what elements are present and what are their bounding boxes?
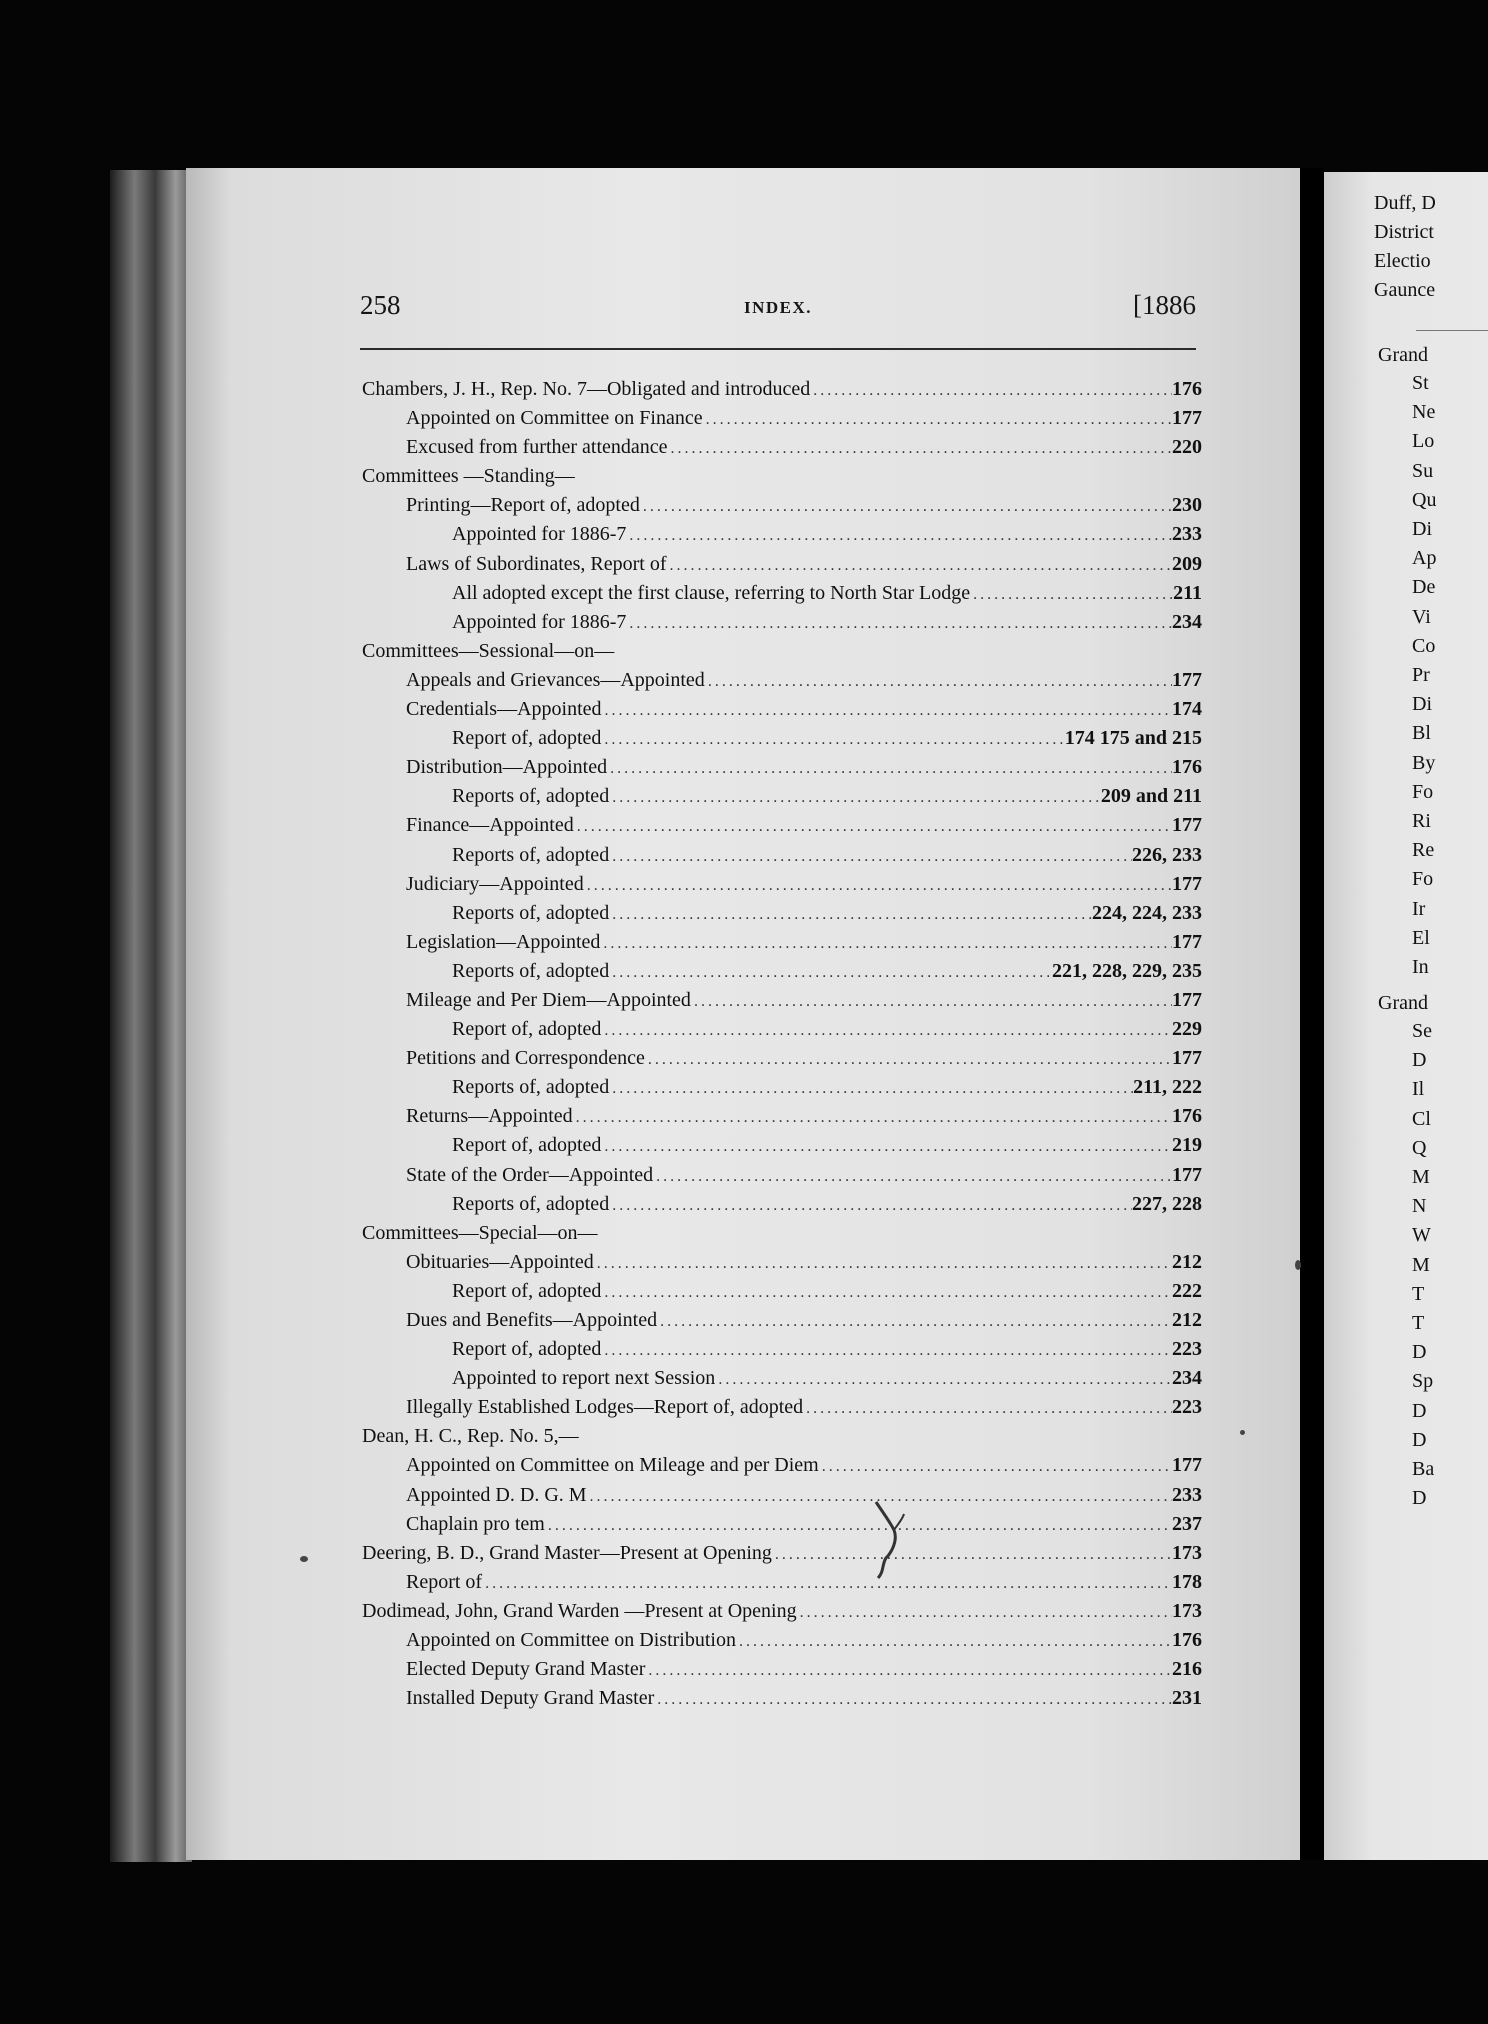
dot-leader	[609, 1197, 1132, 1215]
index-entry-pages: 237	[1172, 1512, 1202, 1535]
header-rule	[360, 348, 1196, 350]
dot-leader	[594, 1255, 1172, 1273]
index-entry-text: Appointed to report next Session	[452, 1367, 716, 1390]
right-page-fragment: Su	[1412, 459, 1434, 482]
dot-leader	[703, 411, 1172, 429]
right-page-fragment: N	[1412, 1195, 1427, 1218]
index-entry-text: Returns—Appointed	[406, 1105, 573, 1128]
right-page-fragment: Re	[1412, 839, 1435, 862]
index-entry	[362, 844, 1202, 873]
index-entry	[362, 873, 1202, 902]
index-entry-pages: 176	[1172, 1629, 1202, 1652]
dot-leader	[772, 1546, 1172, 1564]
ink-speck	[300, 1556, 308, 1562]
dot-leader	[626, 615, 1172, 633]
right-page-fragment: M	[1412, 1253, 1430, 1276]
index-entry	[362, 785, 1202, 814]
index-entry	[362, 582, 1202, 611]
right-page-fragment: W	[1412, 1224, 1431, 1247]
index-entry-pages: 230	[1172, 494, 1202, 517]
index-entry-text: Appointed on Committee on Finance	[406, 407, 703, 430]
page-number: 258	[360, 290, 401, 320]
right-page-fragment: El	[1412, 926, 1430, 949]
index-entry	[362, 1222, 1202, 1251]
index-entry	[362, 1105, 1202, 1134]
index-entry-text: Dodimead, John, Grand Warden —Present at Opening	[362, 1599, 797, 1622]
index-entry-pages: 177	[1172, 872, 1202, 895]
index-entry-pages: 224, 224, 233	[1092, 901, 1202, 924]
right-page-fragment: Ne	[1412, 401, 1436, 424]
dot-leader	[668, 440, 1172, 458]
index-entry	[362, 1513, 1202, 1542]
index-entry-pages: 173	[1172, 1599, 1202, 1622]
index-entry	[362, 436, 1202, 465]
right-page-fragment: Electio	[1374, 250, 1431, 272]
index-entry	[362, 407, 1202, 436]
index-entry-pages: 178	[1172, 1570, 1202, 1593]
right-page-fragment: Q	[1412, 1136, 1427, 1159]
right-page-fragment: Vi	[1412, 605, 1431, 628]
index-entry-pages: 209 and 211	[1100, 785, 1202, 808]
right-page-fragment: Sp	[1412, 1370, 1434, 1393]
index-entry-text: Reports of, adopted	[452, 843, 610, 866]
index-entry-pages: 234	[1172, 610, 1202, 633]
dot-leader	[600, 935, 1172, 953]
index-entry	[362, 727, 1202, 756]
right-page-fragment: Ir	[1412, 897, 1426, 920]
book-page-edges	[110, 170, 192, 1862]
dot-leader	[601, 1022, 1172, 1040]
right-page-fragment: St	[1412, 372, 1429, 394]
index-entry-text: Appointed on Committee on Distribution	[406, 1629, 736, 1652]
index-entry	[362, 1338, 1202, 1367]
index-entry	[362, 1367, 1202, 1396]
right-page-fragment: Duff, D	[1374, 192, 1436, 214]
index-entry-pages: 174	[1172, 698, 1202, 721]
index-entry	[362, 494, 1202, 523]
index-entry-pages: 223	[1172, 1396, 1202, 1419]
dot-leader	[645, 1051, 1172, 1069]
dot-leader	[574, 818, 1172, 836]
index-entry	[362, 1134, 1202, 1163]
right-page-fragment: Gaunce	[1374, 279, 1436, 301]
index-entry	[362, 931, 1202, 960]
index-entry-pages: 177	[1172, 407, 1202, 430]
dot-leader	[545, 1517, 1172, 1535]
dot-leader	[803, 1400, 1172, 1418]
index-entry	[362, 1280, 1202, 1309]
right-page-fragment: D	[1412, 1399, 1427, 1422]
dot-leader	[691, 993, 1172, 1011]
index-entry	[362, 1396, 1202, 1425]
right-page-fragment: De	[1412, 576, 1436, 599]
index-entry-text: Excused from further attendance	[406, 436, 668, 459]
right-page-fragment: D	[1412, 1487, 1427, 1510]
right-page-fragment: D	[1412, 1428, 1427, 1451]
index-entry-pages: 221, 228, 229, 235	[1052, 959, 1202, 982]
page-header	[360, 290, 1196, 330]
index-entry-text: Dean, H. C., Rep. No. 5,—	[362, 1425, 579, 1448]
index-entry-text: Judiciary—Appointed	[406, 872, 584, 895]
index-entry-pages: 176	[1172, 1105, 1202, 1128]
index-entry	[362, 465, 1202, 494]
dot-leader	[797, 1604, 1172, 1622]
index-entry-pages: 176	[1172, 756, 1202, 779]
index-entry	[362, 1425, 1202, 1454]
dot-leader	[601, 1284, 1172, 1302]
index-entry-pages: 223	[1172, 1338, 1202, 1361]
index-entry-text: Reports of, adopted	[452, 785, 610, 808]
index-entry-pages: 212	[1172, 1309, 1202, 1331]
index-entry-pages: 174 175 and 215	[1064, 727, 1202, 750]
index-entry-pages: 173	[1172, 1541, 1202, 1564]
index-entry	[362, 1047, 1202, 1076]
index-entry	[362, 1571, 1202, 1600]
dot-leader	[810, 382, 1172, 400]
index-entry-pages: 227, 228	[1132, 1192, 1202, 1215]
index-entry	[362, 989, 1202, 1018]
index-entry-pages: 177	[1172, 814, 1202, 837]
index-entry	[362, 1164, 1202, 1193]
index-entry-text: Reports of, adopted	[452, 959, 610, 982]
index-entry-pages: 233	[1172, 1483, 1202, 1506]
index-entry-text: Petitions and Correspondence	[406, 1047, 645, 1070]
index-entry	[362, 611, 1202, 640]
index-entry-pages: 211	[1173, 581, 1202, 604]
index-entry-text: Committees—Special—on—	[362, 1221, 598, 1244]
dot-leader	[645, 1662, 1172, 1680]
index-entry	[362, 960, 1202, 989]
index-entry-text: Mileage and Per Diem—Appointed	[406, 988, 691, 1011]
right-page-fragment: Co	[1412, 634, 1436, 657]
index-entry-pages: 233	[1172, 523, 1202, 546]
index-entry-text: Report of, adopted	[452, 1279, 602, 1302]
index-entry-text: State of the Order—Appointed	[406, 1163, 654, 1186]
index-entry-text: Appointed for 1886-7	[452, 523, 627, 546]
dot-leader	[970, 586, 1173, 604]
index-entry-pages: 234	[1172, 1367, 1202, 1390]
index-entry	[362, 1076, 1202, 1105]
dot-leader	[584, 877, 1172, 895]
index-entry-text: All adopted except the first clause, referring to North Star Lodge	[452, 581, 971, 604]
index-entry	[362, 669, 1202, 698]
index-entry-text: Committees —Standing—	[362, 465, 575, 488]
right-page-fragment: Grand	[1378, 992, 1428, 1014]
index-entry-pages: 177	[1172, 1454, 1202, 1477]
index-entry	[362, 902, 1202, 931]
ink-speck	[1295, 1260, 1301, 1270]
dot-leader	[602, 702, 1172, 720]
index-entry-text: Report of, adopted	[452, 727, 602, 750]
index-entry-pages: 220	[1172, 436, 1202, 459]
right-page-fragment: By	[1412, 751, 1436, 774]
dot-leader	[573, 1109, 1172, 1127]
dot-leader	[715, 1371, 1172, 1389]
index-entry	[362, 1193, 1202, 1222]
dot-leader	[601, 1342, 1172, 1360]
dot-leader	[640, 498, 1172, 516]
index-entry	[362, 1542, 1202, 1571]
index-entry-text: Obituaries—Appointed	[406, 1250, 594, 1273]
right-page-fragment: District	[1374, 221, 1434, 243]
dot-leader	[609, 906, 1092, 924]
index-entry-text: Reports of, adopted	[452, 1192, 610, 1215]
index-entry-text: Report of, adopted	[452, 1018, 602, 1041]
index-entry-pages: 219	[1172, 1134, 1202, 1157]
right-page-fragment: Cl	[1412, 1107, 1431, 1130]
index-entry-text: Deering, B. D., Grand Master—Present at Opening	[362, 1541, 772, 1564]
index-list	[362, 378, 1202, 1716]
index-entry-text: Legislation—Appointed	[406, 930, 601, 953]
index-entry	[362, 698, 1202, 727]
index-entry-text: Report of, adopted	[452, 1338, 602, 1361]
dot-leader	[667, 557, 1172, 575]
right-page-fragment: In	[1412, 956, 1429, 978]
right-page-fragment: Fo	[1412, 868, 1434, 891]
index-entry-text: Reports of, adopted	[452, 1076, 610, 1099]
index-entry	[362, 640, 1202, 669]
index-entry-text: Finance—Appointed	[406, 814, 574, 837]
dot-leader	[609, 848, 1132, 866]
year-label: [1886	[1133, 290, 1196, 320]
index-entry	[362, 1251, 1202, 1280]
index-entry-text: Chambers, J. H., Rep. No. 7—Obligated and introduced	[362, 378, 811, 400]
right-page-fragment: Ri	[1412, 810, 1431, 832]
index-entry-text: Elected Deputy Grand Master	[406, 1658, 646, 1681]
index-entry-pages: 177	[1172, 668, 1202, 691]
right-page-fragment: Ap	[1412, 547, 1437, 570]
right-page-fragment: T	[1412, 1282, 1425, 1305]
right-page-fragment: D	[1412, 1049, 1427, 1072]
index-entry	[362, 553, 1202, 582]
dot-leader	[607, 760, 1172, 778]
running-title: INDEX.	[743, 298, 813, 317]
dot-leader	[609, 789, 1101, 807]
index-entry	[362, 814, 1202, 843]
index-entry-text: Reports of, adopted	[452, 901, 610, 924]
index-entry-text: Appointed on Committee on Mileage and per Diem	[406, 1454, 819, 1477]
index-entry-text: Distribution—Appointed	[406, 756, 608, 779]
index-entry-pages: 177	[1172, 988, 1202, 1011]
right-page-fragment: Grand	[1378, 344, 1428, 366]
index-entry	[362, 1600, 1202, 1629]
index-entry	[362, 1018, 1202, 1047]
right-page-fragment: Il	[1412, 1078, 1425, 1101]
right-page-fragment: M	[1412, 1166, 1430, 1188]
index-entry-pages: 177	[1172, 930, 1202, 953]
index-entry	[362, 1454, 1202, 1483]
dot-leader	[482, 1575, 1172, 1593]
right-page	[1324, 172, 1488, 1860]
index-entry-pages: 177	[1172, 1047, 1202, 1070]
right-page-fragment: Qu	[1412, 488, 1437, 511]
right-page-fragment: Pr	[1412, 664, 1430, 686]
dot-leader	[819, 1458, 1172, 1476]
index-entry-pages: 212	[1172, 1250, 1202, 1273]
index-entry-pages: 216	[1172, 1658, 1202, 1681]
dot-leader	[609, 964, 1052, 982]
index-entry-pages: 211, 222	[1133, 1076, 1202, 1099]
dot-leader	[705, 673, 1172, 691]
right-page-fragment: Se	[1412, 1020, 1432, 1042]
right-page-rule	[1416, 330, 1488, 331]
index-entry	[362, 1309, 1202, 1338]
index-entry-pages: 222	[1172, 1279, 1202, 1302]
book-gutter	[1300, 168, 1324, 1860]
dot-leader	[609, 1080, 1133, 1098]
right-page-fragment: Di	[1412, 693, 1432, 716]
dot-leader	[601, 731, 1064, 749]
index-entry-text: Report of	[406, 1570, 483, 1593]
index-entry	[362, 378, 1202, 407]
index-entry-pages: 176	[1172, 378, 1202, 400]
dot-leader	[657, 1313, 1172, 1331]
dot-leader	[601, 1138, 1172, 1156]
right-page-fragment: T	[1412, 1312, 1425, 1334]
index-entry-text: Installed Deputy Grand Master	[406, 1687, 655, 1710]
index-entry-text: Dues and Benefits—Appointed	[406, 1309, 658, 1331]
ink-speck	[1240, 1430, 1245, 1435]
index-entry-pages: 209	[1172, 552, 1202, 575]
index-entry	[362, 523, 1202, 552]
dot-leader	[653, 1168, 1172, 1186]
index-entry	[362, 756, 1202, 785]
index-entry-pages: 226, 233	[1132, 843, 1202, 866]
index-entry-text: Credentials—Appointed	[406, 698, 602, 721]
index-entry	[362, 1687, 1202, 1716]
index-entry-text: Chaplain pro tem	[406, 1512, 545, 1535]
index-entry	[362, 1658, 1202, 1687]
index-entry-pages: 231	[1172, 1687, 1202, 1710]
index-entry-text: Printing—Report of, adopted	[406, 494, 640, 517]
pencil-mark	[872, 1500, 906, 1580]
dot-leader	[654, 1691, 1172, 1709]
index-entry-pages: 177	[1172, 1163, 1202, 1186]
index-entry-text: Committees—Sessional—on—	[362, 639, 615, 662]
index-entry	[362, 1629, 1202, 1658]
right-page-fragment: Fo	[1412, 780, 1434, 803]
index-entry	[362, 1484, 1202, 1513]
index-entry-text: Laws of Subordinates, Report of	[406, 552, 667, 575]
index-entry-text: Illegally Established Lodges—Report of, adopted	[406, 1396, 804, 1419]
index-entry-text: Appeals and Grievances—Appointed	[406, 668, 705, 691]
dot-leader	[736, 1633, 1172, 1651]
index-entry-pages: 229	[1172, 1018, 1202, 1041]
index-entry-text: Appointed D. D. G. M	[406, 1483, 587, 1506]
dot-leader	[626, 527, 1172, 545]
index-entry-text: Appointed for 1886-7	[452, 610, 627, 633]
right-page-fragment: Lo	[1412, 430, 1435, 453]
right-page-fragment: Di	[1412, 518, 1432, 540]
right-page-fragment: Bl	[1412, 722, 1431, 745]
right-page-fragment: D	[1412, 1341, 1427, 1364]
index-entry-text: Report of, adopted	[452, 1134, 602, 1157]
right-page-fragment: Ba	[1412, 1458, 1435, 1480]
